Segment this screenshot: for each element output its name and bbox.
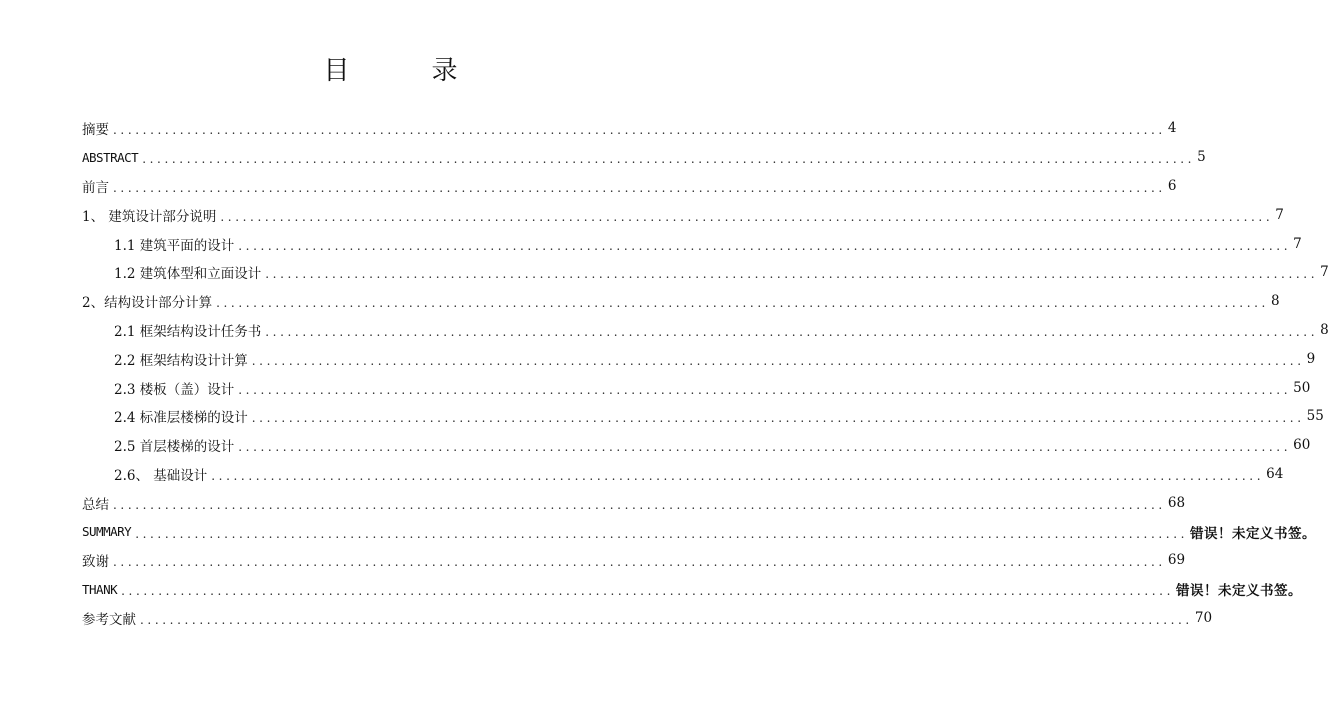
toc-dot-leader: .............................................................................................................................................. <box>220 209 1274 224</box>
toc-entry[interactable] <box>82 575 1302 604</box>
toc-entry-page: 64 <box>1266 465 1284 482</box>
toc-entry[interactable] <box>82 460 1284 489</box>
toc-dot-leader: .............................................................................................................................................. <box>238 238 1292 253</box>
toc-entry-page: 6 <box>1167 177 1177 194</box>
toc-entry-label: 前言 <box>82 176 113 196</box>
table-of-contents <box>82 114 1329 632</box>
toc-entry[interactable] <box>82 287 1280 316</box>
toc-entry-page: 8 <box>1270 293 1280 310</box>
toc-entry[interactable] <box>82 258 1329 287</box>
toc-entry-label: 总结 <box>82 493 113 513</box>
toc-entry-page: 50 <box>1293 379 1311 396</box>
toc-entry-page: 8 <box>1320 321 1329 338</box>
toc-entry-page: 9 <box>1306 350 1316 367</box>
toc-entry-label: 参考文献 <box>82 608 140 628</box>
toc-entry[interactable] <box>82 431 1311 460</box>
toc-entry[interactable] <box>82 143 1206 172</box>
toc-entry[interactable] <box>82 604 1213 633</box>
toc-dot-leader: .............................................................................................................................................. <box>113 497 1166 512</box>
toc-entry-page: 5 <box>1197 149 1206 166</box>
toc-dot-leader: .............................................................................................................................................. <box>265 267 1319 282</box>
toc-entry-page: 55 <box>1306 408 1324 425</box>
toc-entry-page: 69 <box>1167 552 1186 569</box>
toc-entry-label: 2.6、 基础设计 <box>114 464 211 484</box>
toc-entry[interactable] <box>82 373 1311 402</box>
toc-dot-leader: .............................................................................................................................................. <box>140 612 1193 627</box>
toc-entry-page: 4 <box>1167 120 1177 137</box>
toc-entry-label: 2、结构设计部分计算 <box>82 291 216 311</box>
toc-entry[interactable] <box>82 488 1186 517</box>
toc-dot-leader: .............................................................................................................................................. <box>265 324 1319 339</box>
toc-entry-page: 70 <box>1194 609 1213 626</box>
toc-entry[interactable] <box>82 229 1302 258</box>
toc-dot-leader: .............................................................................................................................................. <box>251 353 1305 368</box>
toc-entry-label: 2.5 首层楼梯的设计 <box>114 435 238 455</box>
toc-entry-label: 2.1 框架结构设计任务书 <box>114 320 265 340</box>
page-title: 目 录 <box>323 56 486 86</box>
toc-entry-page: 7 <box>1320 264 1329 281</box>
toc-dot-leader: .............................................................................................................................................. <box>113 123 1166 138</box>
toc-entry[interactable] <box>82 344 1316 373</box>
toc-entry[interactable] <box>82 402 1324 431</box>
toc-entry[interactable] <box>82 172 1177 201</box>
toc-entry[interactable] <box>82 546 1186 575</box>
toc-dot-leader: .............................................................................................................................................. <box>113 180 1166 195</box>
toc-dot-leader: .............................................................................................................................................. <box>211 468 1265 483</box>
toc-entry-label: THANK <box>82 582 121 597</box>
toc-dot-leader: .............................................................................................................................................. <box>251 411 1305 426</box>
toc-entry-label: 1、 建筑设计部分说明 <box>82 205 220 225</box>
toc-entry-label: SUMMARY <box>82 524 135 539</box>
toc-entry[interactable] <box>82 316 1329 345</box>
toc-dot-leader: .............................................................................................................................................. <box>135 526 1189 541</box>
toc-dot-leader: .............................................................................................................................................. <box>142 152 1196 167</box>
toc-entry-page: 7 <box>1293 235 1302 252</box>
toc-entry-page: 68 <box>1167 494 1186 511</box>
toc-entry[interactable] <box>82 114 1177 143</box>
toc-entry-label: 1.2 建筑体型和立面设计 <box>114 262 265 282</box>
toc-entry-label: 致谢 <box>82 550 113 570</box>
toc-entry-error: 错误！未定义书签。 <box>1190 525 1317 542</box>
toc-entry-page: 60 <box>1293 437 1311 454</box>
toc-entry-label: ABSTRACT <box>82 150 142 165</box>
toc-entry-page: 7 <box>1275 206 1284 223</box>
toc-dot-leader: .............................................................................................................................................. <box>238 382 1292 397</box>
toc-dot-leader: .............................................................................................................................................. <box>113 555 1166 570</box>
toc-dot-leader: .............................................................................................................................................. <box>216 296 1269 311</box>
toc-entry-label: 2.4 标准层楼梯的设计 <box>114 406 252 426</box>
toc-entry-error: 错误！未定义书签。 <box>1176 583 1302 600</box>
toc-dot-leader: .............................................................................................................................................. <box>238 440 1292 455</box>
toc-entry-label: 1.1 建筑平面的设计 <box>114 234 238 254</box>
toc-entry-label: 2.2 框架结构设计计算 <box>114 349 252 369</box>
toc-entry-label: 2.3 楼板（盖）设计 <box>114 378 238 398</box>
toc-entry[interactable] <box>82 200 1284 229</box>
toc-dot-leader: .............................................................................................................................................. <box>121 584 1174 599</box>
toc-entry-label: 摘要 <box>82 118 113 138</box>
toc-entry[interactable] <box>82 517 1317 546</box>
